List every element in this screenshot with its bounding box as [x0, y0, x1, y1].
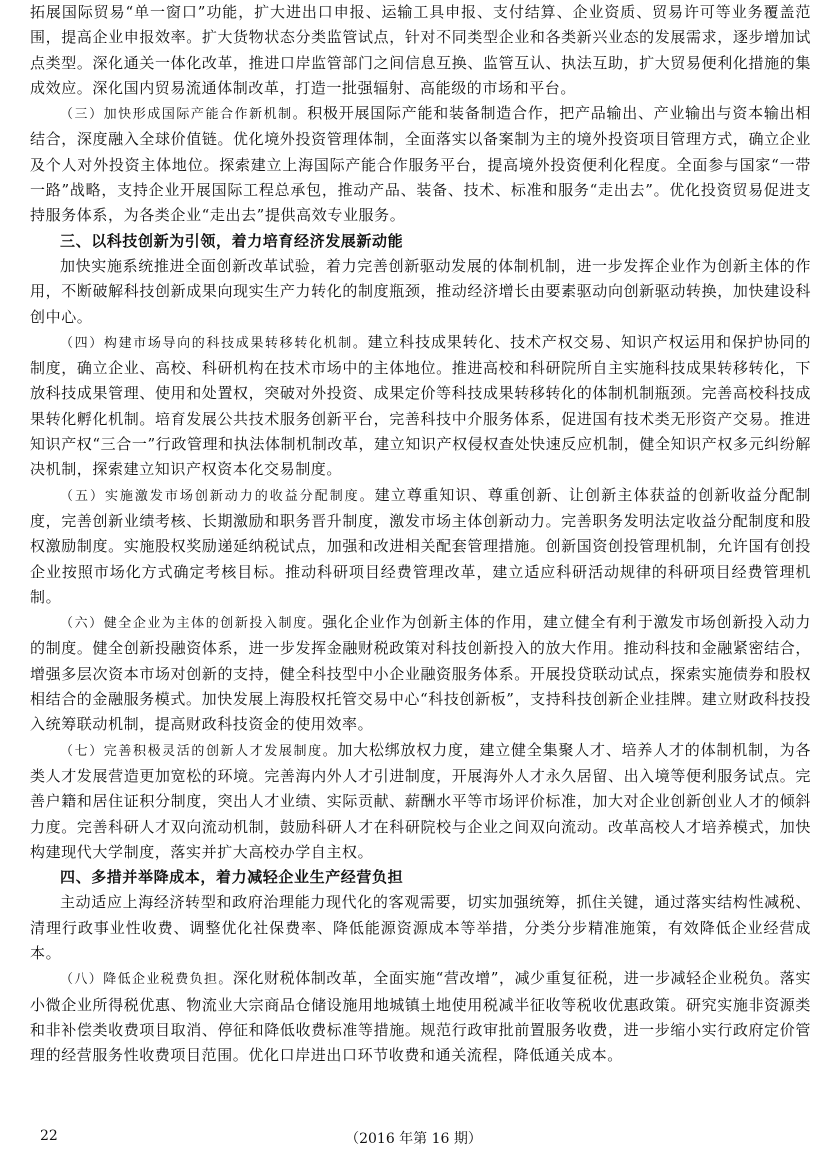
subsection-title: （六）健全企业为主体的创新投入制度。 — [60, 616, 323, 632]
paragraph-text: 强化企业作为创新主体的作用，建立健全有利于激发市场创新投入动力的制度。健全创新投融资体系，进一步发挥金融财税政策对科技创新投入的放大作用。推动科技和金融紧密结合，增强多层次资本市场对创新的支持，健全科技型中小企业融资服务体系。开展投贷联动试点，探索实施债券和股权相结合的金融服务模式。加快发展上海股权托管交易中心“科技创新板”，支持科技创新企业挂牌。建立财政科技投入统筹联动机制，提高财政科技资金的使用效率。 — [30, 613, 811, 734]
subsection-title: （八）降低企业税费负担。 — [60, 972, 233, 988]
section-heading: 四、多措并举降成本，着力减轻企业生产经营负担 — [60, 868, 404, 887]
subsection-title: （三）加快形成国际产能合作新机制。 — [60, 107, 308, 123]
subsection-title: （七）完善积极灵活的创新人才发展制度。 — [60, 743, 338, 759]
body-paragraph — [30, 483, 811, 610]
paragraph-text: 建立科技成果转化、技术产权交易、知识产权运用和保护协同的制度，确立企业、高校、科研机构在技术市场中的主体地位。推进高校和科研院所自主实施科技成果转移转化，下放科技成果管理、使用和处置权，突破对外投资、成果定价等科技成果转移转化的体制机制瓶颈。完善高校科技成果转化孵化机制。培育发展公共技术服务创新平台，完善科技中介服务体系，促进国有技术类无形资产交易。推进知识产权“三合一”行政管理和执法体制机制改革，建立知识产权侵权查处快速反应机制，健全知识产权多元纠纷解决机制，探索建立知识产权资本化交易制度。 — [30, 332, 811, 479]
issue-label: （2016 年第 16 期） — [345, 1131, 482, 1147]
paragraph-text: 积极开展国际产能和装备制造合作，把产品输出、产业输出与资本输出相结合，深度融入全球价值链。优化境外投资管理体制，全面落实以备案制为主的境外投资项目管理方式，确立企业及个人对外投资主体地位。探索建立上海国际产能合作服务平台，提高境外投资便利化程度。全面参与国家“一带一路”战略，支持企业开展国际工程总承包，推动产品、装备、技术、标准和服务“走出去”。优化投资贸易促进支持服务体系，为各类企业“走出去”提供高效专业服务。 — [30, 104, 811, 225]
paragraph-text: 加快实施系统推进全面创新改革试验，着力完善创新驱动发展的体制机制，进一步发挥企业作为创新主体的作用，不断破解科技创新成果向现实生产力转化的制度瓶颈，推动经济增长由要素驱动向创新驱动转换，加快建设科创中心。 — [30, 256, 811, 326]
page-footer — [0, 1128, 827, 1152]
subsection-title: （四）构建市场导向的科技成果转移转化机制。 — [60, 335, 368, 351]
paragraph-text: 加大松绑放权力度，建立健全集聚人才、培养人才的体制机制，为各类人才发展营造更加宽松的环境。完善海内外人才引进制度，开展海外人才永久居留、出入境等便利服务试点。完善户籍和居住证积分制度，突出人才业绩、实际贡献、薪酬水平等市场评价标准，加大对企业创新创业人才的倾斜力度。完善科研人才双向流动机制，鼓励科研人才在科研院校与企业之间双向流动。改革高校人才培养模式，加快构建现代大学制度，落实并扩大高校办学自主权。 — [30, 740, 811, 861]
body-paragraph — [30, 966, 811, 1068]
section-heading: 三、以科技创新为引领，着力培育经济发展新动能 — [60, 231, 404, 250]
paragraph-text: 建立尊重知识、尊重创新、让创新主体获益的创新收益分配制度，完善创新业绩考核、长期激励和职务晋升制度，激发市场主体创新动力。完善职务发明法定收益分配制度和股权激励制度。实施股权奖励递延纳税试点，加强和改进相关配套管理措施。创新国资创投管理机制，允许国有创投企业按照市场化方式确定考核目标。推动科研项目经费管理改革，建立适应科研活动规律的科研项目经费管理机制。 — [30, 485, 811, 606]
paragraph-text: 拓展国际贸易“单一窗口”功能，扩大进出口申报、运输工具申报、支付结算、企业资质、贸易许可等业务覆盖范围，提高企业申报效率。扩大货物状态分类监管试点，针对不同类型企业和各类新兴业态的发展需求，逐步增加试点类型。深化通关一体化改革，推进口岸监管部门之间信息互换、监管互认、执法互助，扩大贸易便利化措施的集成效应。深化国内贸易流通体制改革，打造一批强辐射、高能级的市场和平台。 — [30, 3, 811, 97]
body-paragraph — [30, 254, 811, 330]
paragraph-text: 深化财税体制改革，全面实施“营改增”，减少重复征税，进一步减轻企业税负。落实小微企业所得税优惠、物流业大宗商品仓储设施用地城镇土地使用税减半征收等税收优惠政策。研究实施非资源类和非补偿类收费项目取消、停征和降低收费标准等措施。规范行政审批前置服务收费，进一步缩小实行政府定价管理的经营服务性收费项目范围。优化口岸进出口环节收费和通关流程，降低通关成本。 — [30, 969, 811, 1065]
body-paragraph — [30, 610, 811, 737]
subsection-title: （五）实施激发市场创新动力的收益分配制度。 — [60, 488, 375, 504]
paragraph-text: 主动适应上海经济转型和政府治理能力现代化的客观需要，切实加强统筹，抓住关键，通过落实结构性减税、清理行政事业性收费、调整优化社保费率、降低能源资源成本等举措，分类分步精准施策，有效降低企业经营成本。 — [30, 893, 811, 962]
body-paragraph — [30, 101, 811, 228]
body-paragraph — [30, 0, 811, 101]
page-number: 22 — [40, 1128, 58, 1144]
body-paragraph — [30, 330, 811, 483]
body-paragraph — [30, 738, 811, 865]
body-paragraph — [30, 890, 811, 966]
article-body — [30, 0, 811, 1120]
